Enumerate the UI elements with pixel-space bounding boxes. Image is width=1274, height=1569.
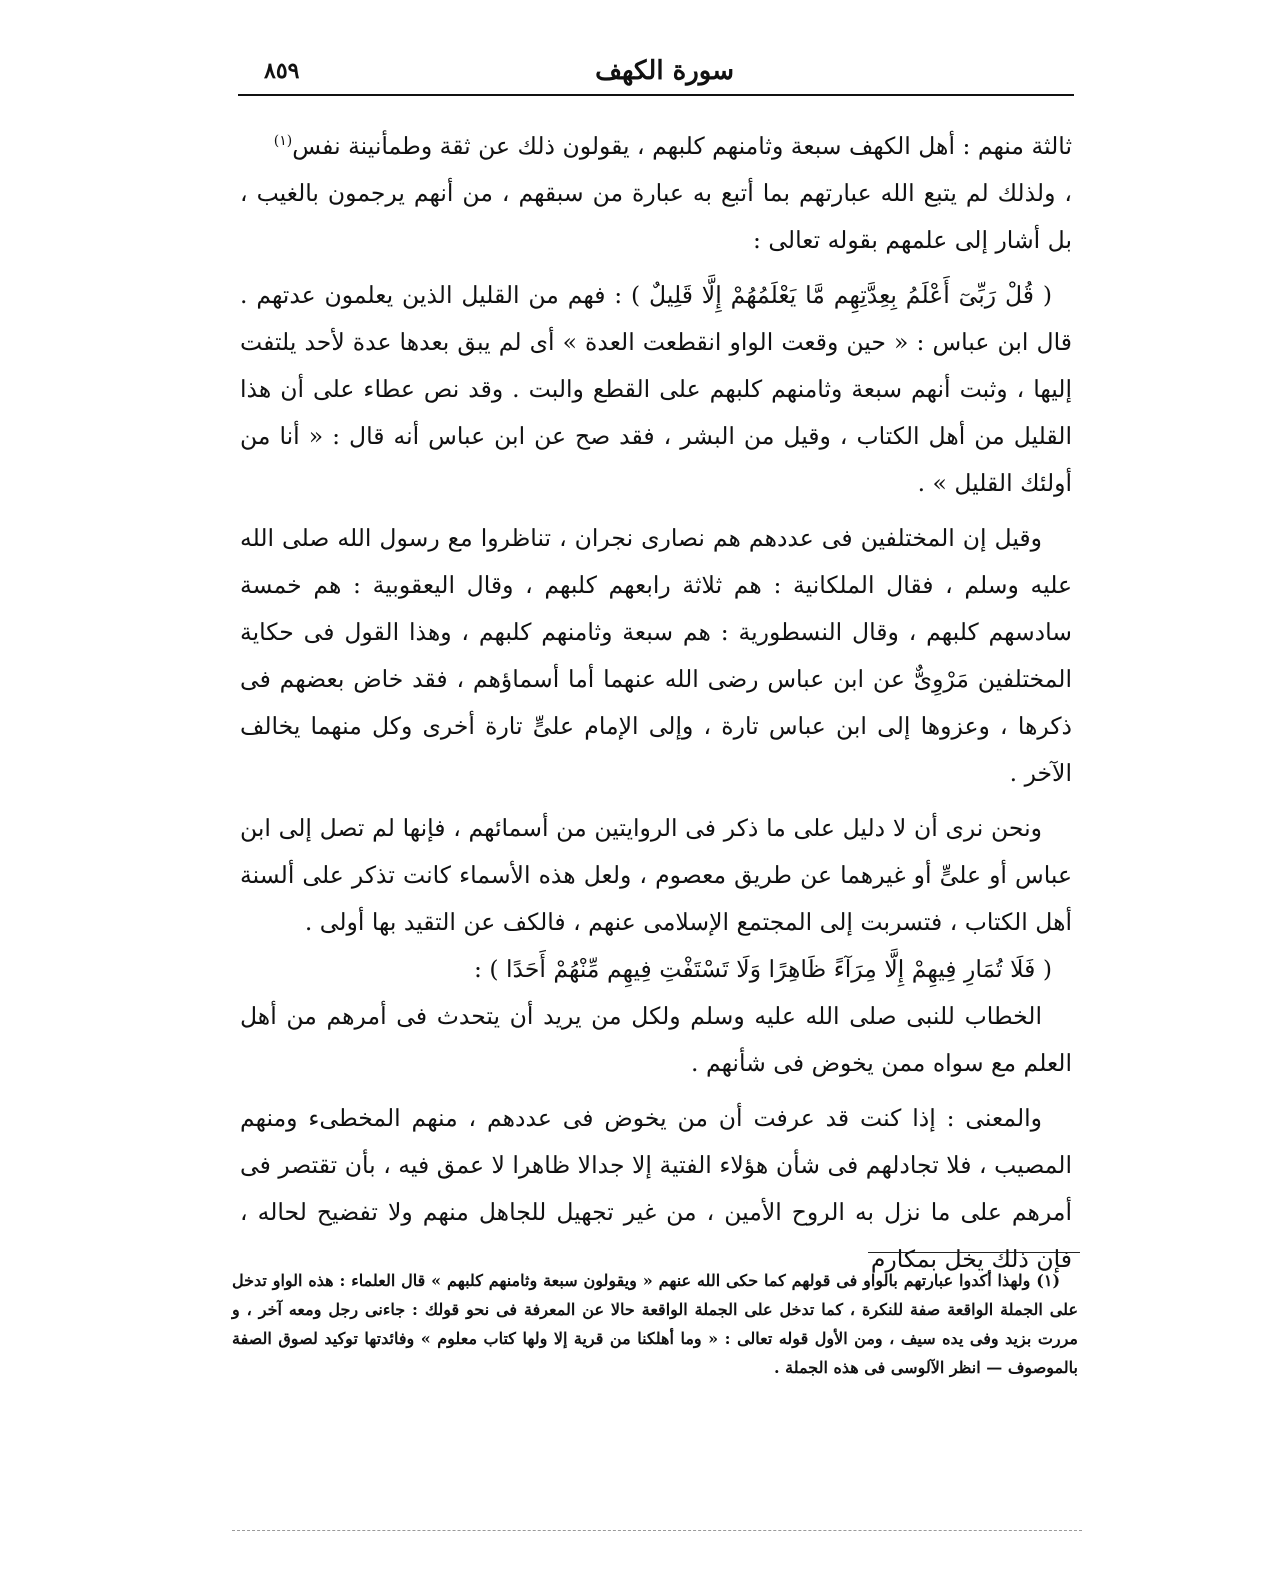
main-text [240, 118, 1072, 1283]
page-number: ٨٥٩ [264, 58, 300, 84]
page-header [238, 52, 1074, 92]
paragraph-6: الخطاب للنبى صلى الله عليه وسلم ولكل من يريد أن يتحدث فى أمرهم من أهل العلم مع سواه ممن يخوض فى شأنهم . [240, 1001, 1072, 1077]
paragraph-2: ، ولذلك لم يتبع الله عبارتهم بما أتبع به عبارة من سبقهم ، من أنهم يرجمون بالغيب ، بل أشار إلى علمهم بقوله تعالى : [240, 178, 1072, 254]
paragraph-4: وقيل إن المختلفين فى عددهم هم نصارى نجران ، تناظروا مع رسول الله صلى الله عليه وسلم ، فقال الملكانية : هم ثلاثة رابعهم كلبهم ، وقال اليعقوبية : هم خمسة سادسهم كلبهم ، وقال النسطورية : هم سبعة وثامنهم كلبهم ، وهذا القول فى حكاية المختلفين مَرْوِىٌّ عن ابن عباس رضى الله عنهما أما أسماؤهم ، فقد خاض بعضهم فى ذكرها ، وعزوها إلى ابن عباس تارة ، وإلى الإمام علىٍّ تارة أخرى وكل منهما يخالف الآخر . [240, 523, 1072, 787]
surah-title: سورة الكهف [595, 56, 734, 86]
footnote-1: (١) ولهذا أكدوا عبارتهم بالواو فى قولهم كما حكى الله عنهم « ويقولون سبعة وثامنهم كلبهم » قال العلماء : هذه الواو تدخل على الجملة الواقعة صفة للنكرة ، كما تدخل على الجملة الواقعة حالا عن المعرفة فى نحو قولك : جاءنى رجل ومعه آخر ، و مررت بزيد وفى يده سيف ، ومن الأول قوله تعالى : « وما أهلكنا من قرية إلا ولها كتاب معلوم » وفائدتها توكيد لصوق الصفة بالموصوف — انظر الآلوسى فى هذه الجملة . [232, 1271, 1078, 1377]
footnote-reference: (١) [273, 133, 293, 149]
footnotes [232, 1266, 1078, 1382]
paragraph-1 [240, 118, 1072, 170]
paragraph-3: ( قُلْ رَبِّىٓ أَعْلَمُ بِعِدَّتِهِم مَّا يَعْلَمُهُمْ إِلَّا قَلِيلٌ ) : فهم من القليل الذين يعلمون عدتهم . قال ابن عباس : « حين وقعت الواو انقطعت العدة » أى لم يبق بعدها عدة لأحد يلتفت إليها ، وثبت أنهم سبعة وثامنهم كلبهم على القطع والبت . وقد نص عطاء على أن هذا القليل من أهل الكتاب ، وقيل من البشر ، فقد صح عن ابن عباس أنه قال : « أنا من أولئك القليل » . [240, 280, 1072, 497]
paragraph-5: ونحن نرى أن لا دليل على ما ذكر فى الروايتين من أسمائهم ، فإنها لم تصل إلى ابن عباس أو علىٍّ أو غيرهما عن طريق معصوم ، ولعل هذه الأسماء كانت تذكر على ألسنة أهل الكتاب ، فتسربت إلى المجتمع الإسلامى عنهم ، فالكف عن التقيد بها أولى . [240, 813, 1072, 936]
verse-quote: ( فَلَا تُمَارِ فِيهِمْ إِلَّا مِرَآءً ظَاهِرًا وَلَا تَسْتَفْتِ فِيهِم مِّنْهُمْ أَحَدًا ) : [473, 954, 1052, 983]
paragraph-7: والمعنى : إذا كنت قد عرفت أن من يخوض فى عددهم ، منهم المخطىء ومنهم المصيب ، فلا تجادلهم فى شأن هؤلاء الفتية إلا جدالا ظاهرا لا عمق فيه ، بأن تقتصر فى أمرهم على ما نزل به الروح الأمين ، من غير تجهيل للجاهل منهم ولا تفضيح لحاله ، فإن ذلك يخل بمكارم [240, 1103, 1072, 1273]
page-bottom-edge [232, 1530, 1082, 1531]
paragraph-1-text: ثالثة منهم : أهل الكهف سبعة وثامنهم كلبهم ، يقولون ذلك عن ثقة وطمأنينة نفس [292, 131, 1072, 160]
header-divider [238, 94, 1074, 96]
footnote-divider [868, 1252, 1080, 1253]
